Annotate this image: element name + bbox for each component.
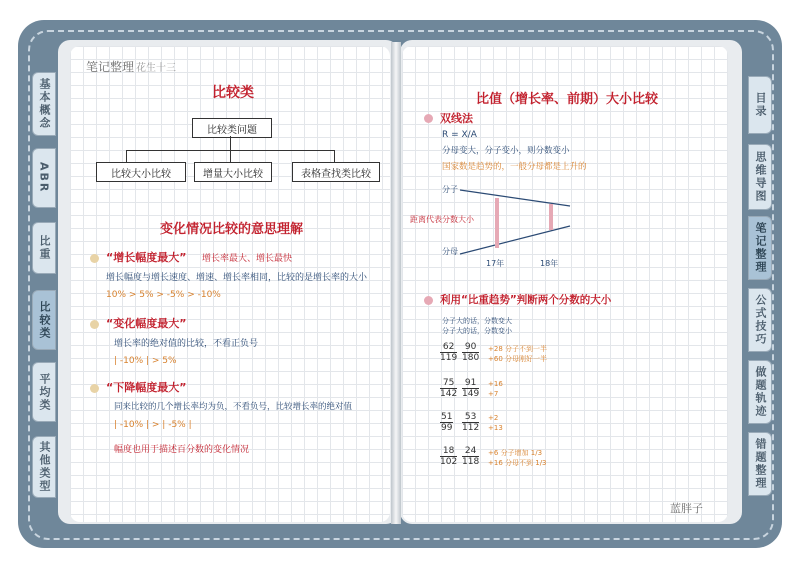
fraction bbox=[462, 342, 479, 363]
annotation-delta: +6 bbox=[488, 449, 499, 457]
bullet-icon bbox=[90, 384, 99, 393]
tab-abr[interactable]: ABR bbox=[32, 148, 56, 208]
annotation-delta: +60 bbox=[488, 355, 503, 363]
annotation bbox=[488, 448, 542, 458]
left-page bbox=[70, 46, 390, 522]
rule-line: 分子大的话，分数变小 bbox=[442, 327, 512, 335]
item-heading: “下降幅度最大” bbox=[106, 381, 187, 394]
numerator-label: 分子 bbox=[442, 185, 458, 194]
numerator: 24 bbox=[462, 446, 479, 457]
numerator: 91 bbox=[462, 378, 479, 389]
page-title: 比较类 bbox=[212, 85, 254, 101]
double-line-diagram bbox=[458, 184, 578, 264]
tab-basic-concepts[interactable]: 基本概念 bbox=[32, 72, 56, 136]
tab-proportion[interactable]: 比重 bbox=[32, 222, 56, 274]
annotation-text: 分子增加 1/3 bbox=[500, 449, 543, 457]
item-heading: “增长幅度最大” bbox=[106, 251, 187, 264]
annotation: +2 bbox=[488, 414, 499, 422]
item-heading: “变化幅度最大” bbox=[106, 317, 187, 330]
page-title: 比值（增长率、前期）大小比较 bbox=[476, 92, 659, 107]
numerator: 75 bbox=[440, 378, 457, 389]
denominator: 102 bbox=[440, 457, 458, 467]
annotation-delta: +16 bbox=[488, 459, 503, 467]
explanation: 国家数是趋势的，一般分母都是上升的 bbox=[442, 162, 587, 172]
numerator: 18 bbox=[440, 446, 457, 457]
distance-label: 距离代表分数大小 bbox=[410, 215, 474, 224]
fraction bbox=[440, 412, 453, 433]
tab-formula-tips[interactable]: 公式技巧 bbox=[748, 288, 772, 352]
annotation: +13 bbox=[488, 424, 503, 432]
denominator-label: 分母 bbox=[442, 247, 458, 256]
item-formula: 10% > 5% > -5% > -10% bbox=[106, 290, 221, 300]
right-page bbox=[402, 46, 728, 522]
page-header bbox=[86, 58, 176, 75]
bullet-icon bbox=[424, 114, 433, 123]
denominator: 149 bbox=[462, 389, 480, 399]
fraction bbox=[462, 378, 479, 399]
rule-line: 分子大的话，分数变大 bbox=[442, 317, 512, 325]
annotation bbox=[488, 354, 547, 364]
denominator: 99 bbox=[441, 423, 453, 433]
item-desc: 增长率的绝对值的比较，不看正负号 bbox=[114, 339, 259, 349]
denominator: 112 bbox=[462, 423, 480, 433]
section-title: 变化情况比较的意思理解 bbox=[160, 222, 304, 237]
annotation-text: 分母不到 1/3 bbox=[505, 459, 547, 467]
section-heading: 双线法 bbox=[440, 112, 473, 125]
tree-connector bbox=[230, 150, 231, 162]
tree-child: 增量大小比较 bbox=[194, 162, 272, 182]
tree-child: 表格查找类比较 bbox=[292, 162, 380, 182]
annotation-text: 分母刚好一半 bbox=[505, 355, 548, 363]
denominator: 180 bbox=[462, 353, 480, 363]
signature: 蓝胖子 bbox=[670, 502, 703, 515]
fraction bbox=[462, 412, 479, 433]
x-axis-label: 18年 bbox=[540, 259, 559, 268]
tree-connector bbox=[334, 150, 335, 162]
tab-practice-track[interactable]: 做题轨迹 bbox=[748, 360, 772, 424]
item-formula: | -10% | > | -5% | bbox=[114, 420, 192, 430]
tab-contents[interactable]: 目录 bbox=[748, 76, 772, 134]
notebook-spine bbox=[391, 42, 401, 524]
explanation: 分母变大，分子变小，则分数变小 bbox=[442, 146, 570, 156]
fraction bbox=[440, 446, 457, 467]
numerator: 51 bbox=[441, 412, 453, 422]
tree-connector bbox=[230, 136, 231, 150]
item-extra: 幅度也用于描述百分数的变化情况 bbox=[114, 445, 250, 455]
tree-root: 比较类问题 bbox=[192, 118, 272, 138]
annotation: +7 bbox=[488, 390, 499, 398]
denominator: 142 bbox=[440, 389, 458, 399]
annotation-delta: +28 bbox=[488, 345, 503, 353]
bullet-icon bbox=[90, 254, 99, 263]
annotation-text: 分子不到一半 bbox=[505, 345, 548, 353]
tree-connector bbox=[126, 150, 127, 162]
tab-mind-map[interactable]: 思维导图 bbox=[748, 144, 772, 210]
formula: R = X/A bbox=[442, 130, 477, 140]
tree-child: 比较大小比较 bbox=[96, 162, 186, 182]
item-heading-note: 增长率最大、增长最快 bbox=[202, 254, 293, 264]
denominator: 118 bbox=[462, 457, 480, 467]
header-title: 笔记整理 bbox=[86, 60, 135, 74]
item-formula: | -10% | > 5% bbox=[114, 356, 177, 366]
header-author: 花生十三 bbox=[136, 63, 177, 74]
item-desc: 增长幅度与增长速度、增速、增长率相同，比较的是增长率的大小 bbox=[106, 273, 368, 283]
item-desc: 同来比较的几个增长率均为负，不看负号，比较增长率的绝对值 bbox=[114, 402, 353, 412]
tab-average[interactable]: 平均类 bbox=[32, 362, 56, 422]
bullet-icon bbox=[90, 320, 99, 329]
denominator: 119 bbox=[440, 353, 458, 363]
annotation: +16 bbox=[488, 380, 503, 388]
tab-mistakes[interactable]: 错题整理 bbox=[748, 432, 772, 496]
numerator: 90 bbox=[462, 342, 479, 353]
numerator: 53 bbox=[462, 412, 479, 423]
annotation bbox=[488, 458, 547, 468]
tab-notes[interactable]: 笔记整理 bbox=[748, 216, 772, 280]
tab-comparison[interactable]: 比较类 bbox=[32, 290, 56, 350]
fraction bbox=[440, 378, 457, 399]
numerator: 62 bbox=[440, 342, 457, 353]
section-heading: 利用“比重趋势”判断两个分数的大小 bbox=[440, 294, 612, 306]
tab-other-types[interactable]: 其他类型 bbox=[32, 436, 56, 498]
bullet-icon bbox=[424, 296, 433, 305]
annotation bbox=[488, 344, 547, 354]
x-axis-label: 17年 bbox=[486, 259, 505, 268]
fraction bbox=[440, 342, 457, 363]
fraction bbox=[462, 446, 479, 467]
